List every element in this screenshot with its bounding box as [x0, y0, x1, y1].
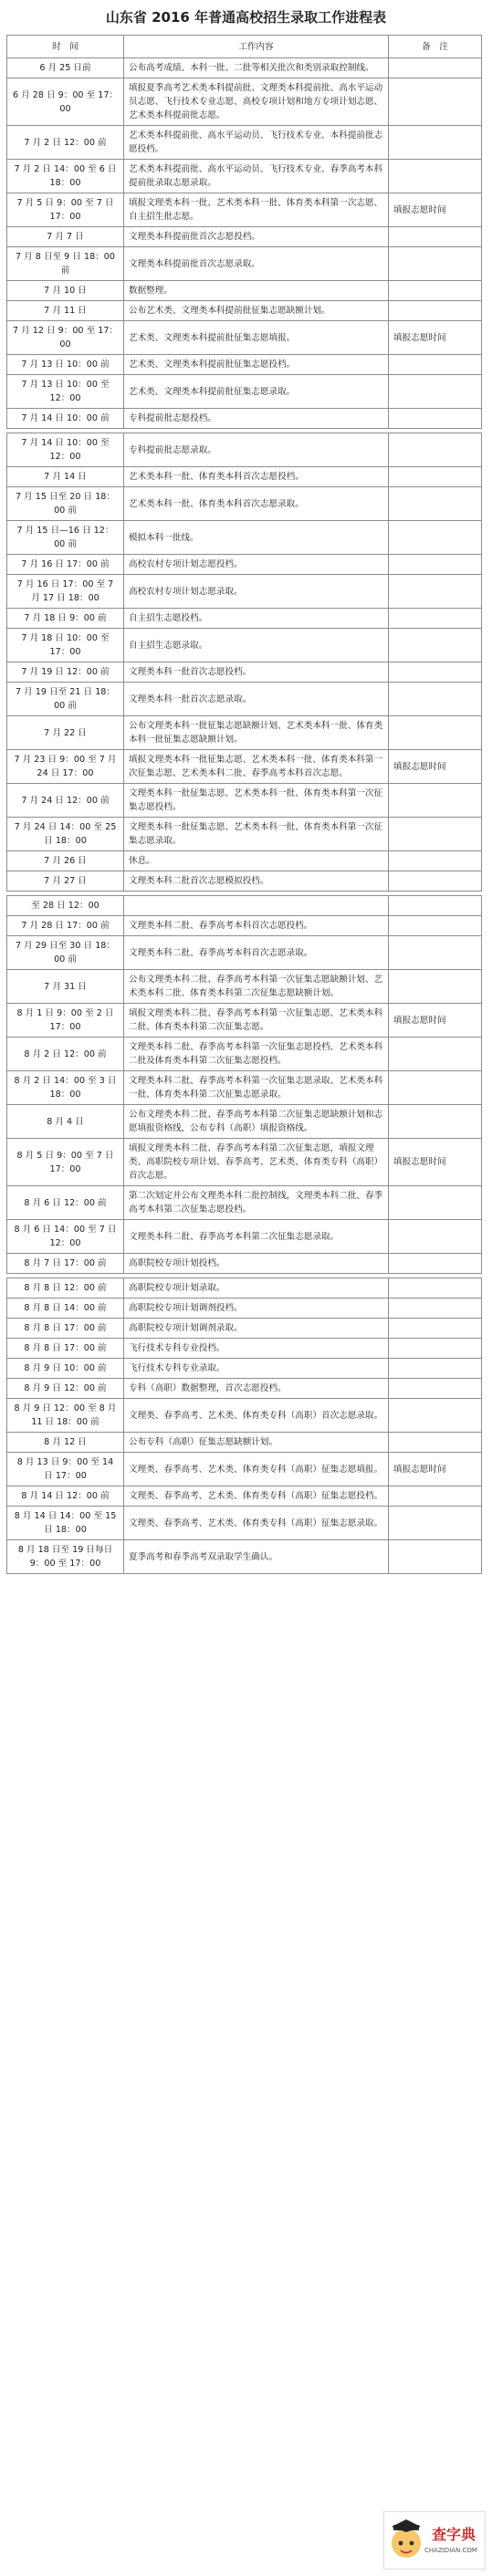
time-cell: 8 月 9 日 12：00 至 8 月 11 日 18：00 前: [7, 1399, 124, 1433]
table-row: [7, 683, 482, 716]
note-cell: 填报志愿时间: [389, 1004, 482, 1038]
time-cell: 8 月 14 日 12：00 前: [7, 1486, 124, 1507]
table-row: [7, 1359, 482, 1379]
time-cell: 7 月 14 日 10：00 至 12：00: [7, 433, 124, 467]
content-cell: 艺术类本科一批、体育类本科首次志愿投档。: [124, 467, 389, 487]
time-cell: 7 月 28 日 17：00 前: [7, 916, 124, 936]
time-cell: 至 28 日 12：00: [7, 896, 124, 916]
note-cell: [389, 1379, 482, 1399]
time-cell: 8 月 2 日 12：00 前: [7, 1038, 124, 1071]
table-row: [7, 1139, 482, 1186]
content-cell: 高职院校专项计划调剂录取。: [124, 1319, 389, 1339]
time-cell: 7 月 29 日至 30 日 18：00 前: [7, 936, 124, 970]
table-row: [7, 1433, 482, 1453]
note-cell: [389, 1540, 482, 1574]
note-cell: [389, 1186, 482, 1220]
content-cell: 文理类本科二批、春季高考本科首次志愿录取。: [124, 936, 389, 970]
header-note: 备 注: [389, 36, 482, 58]
time-cell: 8 月 9 日 12：00 前: [7, 1379, 124, 1399]
content-cell: 公布艺术类、文理类本科提前批征集志愿缺额计划。: [124, 301, 389, 321]
content-cell: 填报文理类本科一批、艺术类本科一批、体育类本科第一次志愿、自主招生批志愿。: [124, 193, 389, 227]
table-row: [7, 160, 482, 193]
table-row: [7, 126, 482, 160]
table-row: [7, 916, 482, 936]
time-cell: 8 月 1 日 9：00 至 2 日 17：00: [7, 1004, 124, 1038]
time-cell: 7 月 15 日—16 日 12：00 前: [7, 521, 124, 555]
table-row: [7, 1540, 482, 1574]
time-cell: 7 月 19 日 12：00 前: [7, 662, 124, 683]
note-cell: [389, 433, 482, 467]
time-cell: 7 月 31 日: [7, 970, 124, 1004]
content-cell: 飞行技术专科专业录取。: [124, 1359, 389, 1379]
time-cell: 7 月 19 日至 21 日 18：00 前: [7, 683, 124, 716]
note-cell: [389, 1359, 482, 1379]
time-cell: 8 月 8 日 17：00 前: [7, 1319, 124, 1339]
table-row: [7, 896, 482, 916]
table-row: [7, 1399, 482, 1433]
note-cell: [389, 1105, 482, 1139]
table-row: [7, 1298, 482, 1319]
note-cell: [389, 487, 482, 521]
content-cell: 文理类本科一批征集志愿、艺术类本科一批、体育类本科第一次征集志愿投档。: [124, 784, 389, 818]
time-cell: 8 月 2 日 14：00 至 3 日 18：00: [7, 1071, 124, 1105]
content-cell: 公布文理类本科二批、春季高考本科第一次征集志愿缺额计划、艺术类本科二批、体育类本科第二次征集志愿缺额计划。: [124, 970, 389, 1004]
time-cell: 7 月 8 日至 9 日 18：00 前: [7, 247, 124, 281]
note-cell: [389, 467, 482, 487]
note-cell: [389, 716, 482, 750]
note-cell: [389, 1071, 482, 1105]
time-cell: 8 月 8 日 17：00 前: [7, 1339, 124, 1359]
table-row: [7, 818, 482, 851]
time-cell: 7 月 7 日: [7, 227, 124, 247]
table-row: [7, 321, 482, 355]
content-cell: 公布文理类本科二批、春季高考本科第二次征集志愿缺额计划和志愿填报资格线，公布专科（高职）填报资格线。: [124, 1105, 389, 1139]
content-cell: 文理类、春季高考、艺术类、体育类专科（高职）征集志愿投档。: [124, 1486, 389, 1507]
content-cell: 高职院校专项计划调剂投档。: [124, 1298, 389, 1319]
table-row: [7, 629, 482, 662]
note-cell: [389, 555, 482, 575]
note-cell: [389, 871, 482, 892]
note-cell: 填报志愿时间: [389, 1139, 482, 1186]
note-cell: [389, 58, 482, 78]
site-watermark: [383, 2511, 486, 2570]
table-row: [7, 409, 482, 429]
table-row: [7, 433, 482, 467]
note-cell: [389, 160, 482, 193]
note-cell: [389, 1220, 482, 1254]
note-cell: [389, 609, 482, 629]
table-row: [7, 355, 482, 375]
time-cell: 7 月 24 日 14：00 至 25 日 18：00: [7, 818, 124, 851]
time-cell: 7 月 12 日 9：00 至 17：00: [7, 321, 124, 355]
content-cell: 填报文理类本科二批、春季高考本科第一次征集志愿、艺术类本科二批、体育类本科第二次征集志愿。: [124, 1004, 389, 1038]
content-cell: 文理类、春季高考、艺术类、体育类专科（高职）征集志愿录取。: [124, 1507, 389, 1540]
note-cell: [389, 1319, 482, 1339]
table-row: [7, 227, 482, 247]
time-cell: 8 月 5 日 9：00 至 7 日 17：00: [7, 1139, 124, 1186]
table-row: [7, 1186, 482, 1220]
table-row: [7, 193, 482, 227]
table-row: [7, 521, 482, 555]
table-row: [7, 555, 482, 575]
watermark-url: CHAZIDIAN.COM: [424, 2547, 477, 2554]
table-row: [7, 78, 482, 126]
content-cell: 公布专科（高职）征集志愿缺额计划。: [124, 1433, 389, 1453]
content-cell: 填报文理类本科二批、春季高考本科第二次征集志愿，填报文理类、高职院校专项计划、春季高考、艺术类、体育类专科（高职）首次志愿。: [124, 1139, 389, 1186]
table-row: [7, 1453, 482, 1486]
content-cell: 填报文理类本科一批征集志愿、艺术类本科一批、体育类本科第一次征集志愿、艺术类本科二批、春季高考本科首次志愿。: [124, 750, 389, 784]
note-cell: [389, 1399, 482, 1433]
table-row: [7, 662, 482, 683]
table-row: [7, 375, 482, 409]
time-cell: 7 月 14 日 10：00 前: [7, 409, 124, 429]
note-cell: [389, 78, 482, 126]
content-cell: 模拟本科一批线。: [124, 521, 389, 555]
content-cell: 文理类本科二批、春季高考本科第一次征集志愿录取、艺术类本科一批、体育类本科第二次征集志愿录取。: [124, 1071, 389, 1105]
time-cell: 8 月 14 日 14：00 至 15 日 18：00: [7, 1507, 124, 1540]
table-row: [7, 575, 482, 609]
content-cell: 休息。: [124, 851, 389, 871]
content-cell: 文理类本科二批首次志愿模拟投档。: [124, 871, 389, 892]
content-cell: 数据整理。: [124, 281, 389, 301]
note-cell: [389, 818, 482, 851]
content-cell: 文理类、春季高考、艺术类、体育类专科（高职）征集志愿填报。: [124, 1453, 389, 1486]
header-content: 工作内容: [124, 36, 389, 58]
time-cell: 8 月 13 日 9：00 至 14 日 17：00: [7, 1453, 124, 1486]
content-cell: 文理类本科一批首次志愿投档。: [124, 662, 389, 683]
content-cell: 高校农村专项计划志愿投档。: [124, 555, 389, 575]
time-cell: 7 月 11 日: [7, 301, 124, 321]
note-cell: [389, 301, 482, 321]
content-cell: 艺术类本科提前批、高水平运动员、飞行技术专业、本科提前批志愿投档。: [124, 126, 389, 160]
content-cell: 艺术类本科一批、体育类本科首次志愿录取。: [124, 487, 389, 521]
time-cell: 7 月 16 日 17：00 至 7 月 17 日 18：00: [7, 575, 124, 609]
note-cell: [389, 227, 482, 247]
time-cell: 7 月 23 日 9：00 至 7 月 24 日 17：00: [7, 750, 124, 784]
content-cell: 高职院校专项计划录取。: [124, 1278, 389, 1298]
table-row: [7, 487, 482, 521]
table-row: [7, 1004, 482, 1038]
note-cell: [389, 970, 482, 1004]
time-cell: 8 月 18 日至 19 日每日 9：00 至 17：00: [7, 1540, 124, 1574]
note-cell: [389, 1507, 482, 1540]
note-cell: [389, 409, 482, 429]
time-cell: 6 月 28 日 9：00 至 17：00: [7, 78, 124, 126]
schedule-table: [6, 35, 482, 1574]
table-row: [7, 281, 482, 301]
time-cell: 7 月 14 日: [7, 467, 124, 487]
note-cell: [389, 1486, 482, 1507]
table-row: [7, 1254, 482, 1274]
note-cell: 填报志愿时间: [389, 750, 482, 784]
table-row: [7, 851, 482, 871]
note-cell: [389, 851, 482, 871]
content-cell: 艺术类本科提前批、高水平运动员、飞行技术专业、春季高考本科提前批录取志愿录取。: [124, 160, 389, 193]
time-cell: 8 月 4 日: [7, 1105, 124, 1139]
table-row: [7, 1339, 482, 1359]
table-row: [7, 1486, 482, 1507]
time-cell: 7 月 2 日 14：00 至 6 日 18：00: [7, 160, 124, 193]
table-row: [7, 750, 482, 784]
note-cell: [389, 1278, 482, 1298]
content-cell: 文理类本科提前批首次志愿录取。: [124, 247, 389, 281]
content-cell: 专科（高职）数据整理，首次志愿投档。: [124, 1379, 389, 1399]
table-row: [7, 1379, 482, 1399]
note-cell: [389, 896, 482, 916]
note-cell: [389, 126, 482, 160]
note-cell: [389, 247, 482, 281]
time-cell: 8 月 6 日 14：00 至 7 日 12：00: [7, 1220, 124, 1254]
note-cell: [389, 662, 482, 683]
note-cell: [389, 1254, 482, 1274]
time-cell: 6 月 25 日前: [7, 58, 124, 78]
note-cell: [389, 1298, 482, 1319]
content-cell: 自主招生志愿录取。: [124, 629, 389, 662]
content-cell: 文理类本科二批、春季高考本科第二次征集志愿录取。: [124, 1220, 389, 1254]
table-row: [7, 1038, 482, 1071]
content-cell: 公布文理类本科一批征集志愿缺额计划、艺术类本科一批、体育类本科一批征集志愿缺额计划。: [124, 716, 389, 750]
note-cell: [389, 355, 482, 375]
note-cell: [389, 784, 482, 818]
time-cell: 7 月 2 日 12：00 前: [7, 126, 124, 160]
time-cell: 8 月 8 日 12：00 前: [7, 1278, 124, 1298]
header-time: 时 间: [7, 36, 124, 58]
page-title: 山东省 2016 年普通高校招生录取工作进程表: [105, 9, 387, 26]
note-cell: 填报志愿时间: [389, 1453, 482, 1486]
table-header-row: [7, 36, 482, 58]
time-cell: 7 月 13 日 10：00 至 12：00: [7, 375, 124, 409]
time-cell: 7 月 18 日 10：00 至 17：00: [7, 629, 124, 662]
table-row: [7, 871, 482, 892]
table-row: [7, 1220, 482, 1254]
time-cell: 8 月 6 日 12：00 前: [7, 1186, 124, 1220]
table-body: [7, 58, 482, 1574]
note-cell: [389, 683, 482, 716]
time-cell: 8 月 9 日 10：00 前: [7, 1359, 124, 1379]
content-cell: 文理类本科一批征集志愿、艺术类本科一批、体育类本科第一次征集志愿录取。: [124, 818, 389, 851]
time-cell: 7 月 5 日 9：00 至 7 日 17：00: [7, 193, 124, 227]
content-cell: 专科提前批志愿录取。: [124, 433, 389, 467]
content-cell: 艺术类、文理类本科提前批征集志愿投档。: [124, 355, 389, 375]
note-cell: [389, 281, 482, 301]
note-cell: [389, 916, 482, 936]
content-cell: 专科提前批志愿投档。: [124, 409, 389, 429]
table-row: [7, 301, 482, 321]
time-cell: 7 月 18 日 9：00 前: [7, 609, 124, 629]
content-cell: 高职院校专项计划投档。: [124, 1254, 389, 1274]
table-row: [7, 58, 482, 78]
time-cell: 7 月 15 日至 20 日 18：00 前: [7, 487, 124, 521]
note-cell: [389, 375, 482, 409]
time-cell: 8 月 8 日 14：00 前: [7, 1298, 124, 1319]
time-cell: 8 月 12 日: [7, 1433, 124, 1453]
content-cell: 自主招生志愿投档。: [124, 609, 389, 629]
note-cell: [389, 521, 482, 555]
table-row: [7, 784, 482, 818]
content-cell: 飞行技术专科专业投档。: [124, 1339, 389, 1359]
content-cell: [124, 896, 389, 916]
time-cell: 8 月 7 日 17：00 前: [7, 1254, 124, 1274]
content-cell: 文理类本科二批、春季高考本科首次志愿投档。: [124, 916, 389, 936]
table-row: [7, 247, 482, 281]
table-row: [7, 1319, 482, 1339]
note-cell: [389, 1339, 482, 1359]
content-cell: 填报夏季高考艺术类本科提前批、文理类本科提前批、高水平运动员志愿、飞行技术专业志愿、高校专项计划和地方专项计划志愿、艺术类本科提前批志愿。: [124, 78, 389, 126]
content-cell: 夏季高考和春季高考双录取学生确认。: [124, 1540, 389, 1574]
content-cell: 文理类、春季高考、艺术类、体育类专科（高职）首次志愿录取。: [124, 1399, 389, 1433]
time-cell: 7 月 10 日: [7, 281, 124, 301]
table-row: [7, 1105, 482, 1139]
note-cell: [389, 1038, 482, 1071]
time-cell: 7 月 27 日: [7, 871, 124, 892]
content-cell: 文理类本科提前批首次志愿投档。: [124, 227, 389, 247]
content-cell: 文理类本科一批首次志愿录取。: [124, 683, 389, 716]
table-row: [7, 1278, 482, 1298]
content-cell: 高校农村专项计划志愿录取。: [124, 575, 389, 609]
note-cell: 填报志愿时间: [389, 321, 482, 355]
note-cell: [389, 1433, 482, 1453]
time-cell: 7 月 16 日 17：00 前: [7, 555, 124, 575]
table-row: [7, 467, 482, 487]
content-cell: 艺术类、文理类本科提前批征集志愿录取。: [124, 375, 389, 409]
note-cell: [389, 936, 482, 970]
time-cell: 7 月 26 日: [7, 851, 124, 871]
time-cell: 7 月 22 日: [7, 716, 124, 750]
table-row: [7, 936, 482, 970]
table-row: [7, 1071, 482, 1105]
table-row: [7, 1507, 482, 1540]
table-row: [7, 716, 482, 750]
table-row: [7, 609, 482, 629]
time-cell: 7 月 13 日 10：00 前: [7, 355, 124, 375]
note-cell: [389, 575, 482, 609]
content-cell: 文理类本科二批、春季高考本科第一次征集志愿投档、艺术类本科二批及体育类本科第二次征集志愿投档。: [124, 1038, 389, 1071]
content-cell: 公布高考成绩、本科一批、二批等相关批次和类别录取控制线。: [124, 58, 389, 78]
time-cell: 7 月 24 日 12：00 前: [7, 784, 124, 818]
note-cell: [389, 629, 482, 662]
note-cell: 填报志愿时间: [389, 193, 482, 227]
table-row: [7, 970, 482, 1004]
content-cell: 艺术类、文理类本科提前批征集志愿填报。: [124, 321, 389, 355]
watermark-brand: 查字典: [432, 2526, 476, 2543]
content-cell: 第二次划定并公布文理类本科二批控制线，文理类本科二批、春季高考本科第二次征集志愿投档。: [124, 1186, 389, 1220]
